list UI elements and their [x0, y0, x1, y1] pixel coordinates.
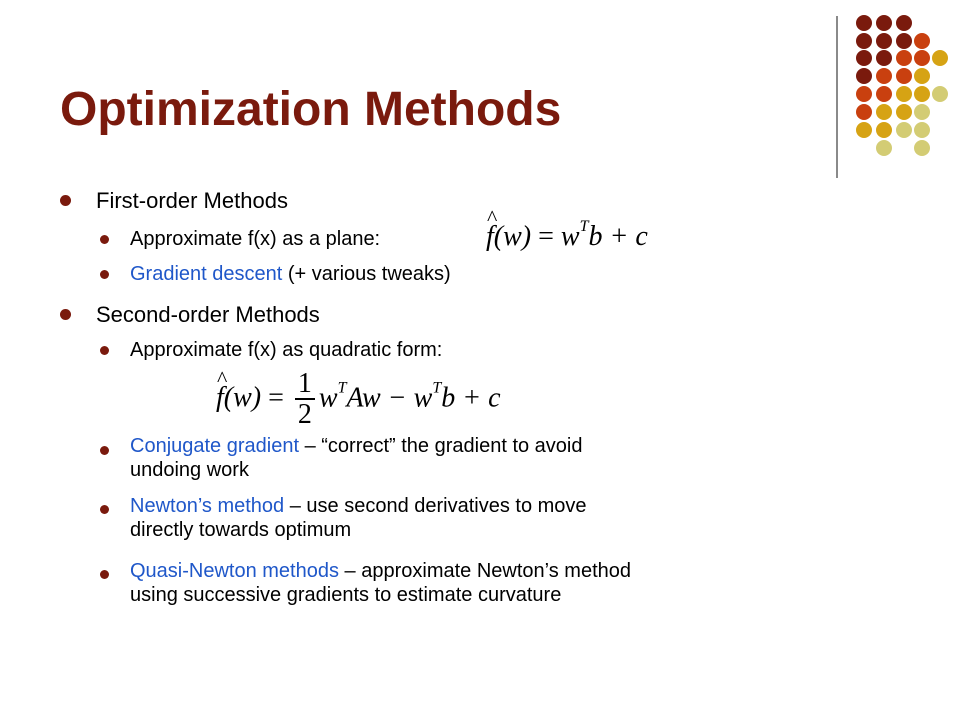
gradient-descent-note: (+ various tweaks) [282, 263, 451, 285]
equation-w: w [560, 221, 580, 252]
fraction-denominator: 2 [297, 399, 312, 430]
equation-equals: = [531, 221, 561, 252]
quasi-newton-item [130, 559, 631, 607]
bullet-icon [100, 270, 109, 279]
equation-sup: T [579, 218, 589, 235]
equation-sup: T [337, 379, 347, 397]
newtons-method-desc-cont: directly towards optimum [130, 519, 352, 541]
decorative-dot [914, 86, 930, 102]
decorative-dot [914, 122, 930, 138]
decorative-dot [856, 86, 872, 102]
decorative-dot [896, 86, 912, 102]
equation-w: w [318, 382, 338, 414]
second-order-heading: Second-order Methods [96, 302, 320, 327]
quasi-newton-desc: – approximate Newton’s method [338, 560, 631, 582]
equation-lhs: ^ f(w) [486, 221, 531, 253]
decorative-dot [896, 33, 912, 49]
quasi-newton-desc-cont: using successive gradients to estimate curvature [130, 584, 562, 606]
decorative-dot [856, 15, 872, 31]
decorative-dot [856, 33, 872, 49]
decorative-dot [914, 104, 930, 120]
bullet-icon [100, 346, 109, 355]
equation-tail: b + c [588, 221, 648, 252]
decorative-dot [896, 15, 912, 31]
newtons-method-link[interactable]: Newton’s method [130, 495, 285, 517]
fraction-numerator: 1 [295, 370, 315, 400]
conjugate-gradient-desc-cont: undoing work [130, 459, 249, 481]
newtons-method-item [130, 494, 587, 542]
decorative-dot [876, 122, 892, 138]
conjugate-gradient-desc: – “correct” the gradient to avoid [299, 435, 583, 457]
decorative-dot [876, 86, 892, 102]
decorative-dot [876, 140, 892, 156]
first-order-item-plane: Approximate f(x) as a plane: [130, 228, 381, 250]
decorative-dot [914, 140, 930, 156]
first-order-heading: First-order Methods [96, 188, 288, 213]
decorative-dot [856, 50, 872, 66]
bullet-icon [100, 235, 109, 244]
bullet-icon [100, 505, 109, 514]
decorative-dot [856, 104, 872, 120]
equation-quadratic [216, 370, 501, 430]
newtons-method-desc: – use second derivatives to move [284, 495, 587, 517]
bullet-icon [60, 195, 71, 206]
decorative-dot [914, 33, 930, 49]
decorative-dot [876, 68, 892, 84]
decorative-dot [876, 50, 892, 66]
equation-sup: T [432, 379, 442, 397]
bullet-icon [100, 570, 109, 579]
decorative-dot [876, 104, 892, 120]
decorative-dot [896, 50, 912, 66]
equation-lhs: ^ f(w) [216, 382, 261, 414]
divider-line [836, 16, 838, 178]
gradient-descent-link[interactable]: Gradient descent [130, 263, 283, 285]
decorative-dot [876, 33, 892, 49]
equation-w: w [413, 382, 433, 414]
slide-title: Optimization Methods [60, 83, 562, 136]
decorative-dot [856, 122, 872, 138]
decorative-dot [914, 50, 930, 66]
equation-mid: Aw − [346, 382, 414, 414]
decorative-dot [896, 104, 912, 120]
first-order-item-gradient-descent [130, 262, 451, 286]
bullet-icon [60, 309, 71, 320]
decorative-dot [896, 122, 912, 138]
decorative-dot [914, 68, 930, 84]
equation-fraction [295, 370, 315, 430]
decorative-dot [856, 68, 872, 84]
quasi-newton-link[interactable]: Quasi-Newton methods [130, 560, 339, 582]
decorative-dot [896, 68, 912, 84]
equation-equals: = [261, 382, 291, 414]
second-order-item-quadratic: Approximate f(x) as quadratic form: [130, 339, 443, 361]
bullet-icon [100, 446, 109, 455]
decorative-dot [932, 86, 948, 102]
decorative-dot [932, 50, 948, 66]
decorative-dot [876, 15, 892, 31]
equation-linear [486, 218, 648, 253]
conjugate-gradient-link[interactable]: Conjugate gradient [130, 435, 300, 457]
conjugate-gradient-item [130, 434, 583, 482]
equation-tail: b + c [441, 382, 501, 414]
